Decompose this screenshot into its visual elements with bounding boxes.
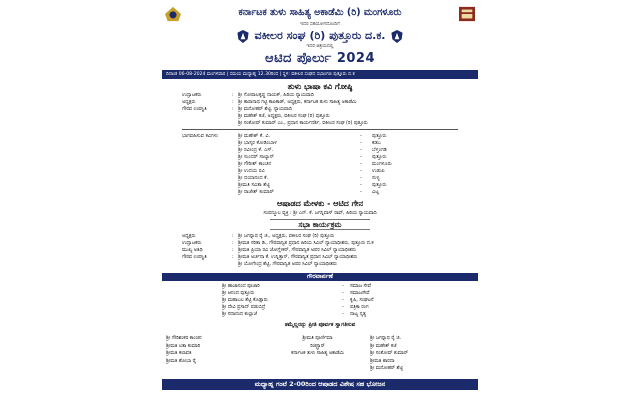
host-name: ಶ್ರೀ ಜಗನ್ನಾಥ ರೈ ಜಿ.	[370, 336, 402, 341]
honour-row: ಶ್ರೀ ದೇವಿ ಪ್ರಸಾದ್ ಪಡುಬಿದ್ರೆ - ಪತ್ರಿಕಾ ರಂಗ	[222, 304, 462, 312]
honoree-name: ಶ್ರೀ ಹಾಜಾನಂದ ಪೂಜಾರಿ	[222, 284, 260, 289]
event-title: ಆಟಿದ ಪೊರ್ಲು 2024	[264, 51, 375, 66]
poet-place: ಮಂಗಳೂರು	[372, 161, 392, 167]
assoc-header	[196, 28, 444, 44]
honoree-field: ಪತ್ರಿಕಾ ರಂಗ	[350, 305, 369, 310]
honoree-field: ನಾಟ್ಯ ನೃತ್ಯ	[350, 312, 367, 317]
poet-name: ಶ್ರೀ ಭಾಸ್ಕರ ಕೋಡಿಂಬಾಳ	[238, 140, 277, 146]
poet-row: ಶ್ರೀ ಭಾಸ್ಕರ ಕೋಡಿಂಬಾಳ - ಕಡಬ	[182, 139, 462, 148]
poet-name: ಶ್ರೀ ಗೌರೀಶ್ ಕಾಂಚನ	[238, 161, 272, 167]
aati-gena-title: ಆಷಾಡದ ಮೇಳಕು - ಆಟಿದ ಗೇನ	[276, 199, 364, 208]
event-poster	[160, 0, 480, 400]
collab-line: ಇದರ ಸಹಯೋಗದೊಂದಿಗೆ	[300, 22, 340, 27]
program-row: ಗೌರವ ಉಪಸ್ಥಿತಿ : ಶ್ರೀಮತಿ ಅರ್ಚನಾ ಕೆ. ಉನ್ನಿತ್ತಾನ್, ಗೌರವಾನ್ವಿತ ಪ್ರಧಾನ ಸಿವಿಲ್ ನ್ಯಾಯಾಧೀಶರು	[182, 254, 470, 261]
welcome-line: ತಮ್ಮೆಲ್ಲರನ್ನು ಪ್ರೀತಿ ಪೂರ್ವಕ ಸ್ವಾಗತಿಸುವ	[284, 322, 356, 328]
poet-name: ಶ್ರೀ ಸುಂದರ್ ಸಾಲ್ಯಾನ್	[238, 154, 275, 160]
program-row: ಅಧ್ಯಕ್ಷರು : ಶ್ರೀ ತಾರಾನಾಥ ಗಟ್ಟಿ ಕಾಪಿಕಾಡ್, ಅಧ್ಯಕ್ಷರು, ಕರ್ನಾಟಕ ತುಳು ಸಾಹಿತ್ಯ ಅಕಾಡೆಮಿ	[182, 99, 470, 106]
poet-row: ಶ್ರೀ ಸುಂದರ್ ಸಾಲ್ಯಾನ್ - ಪುತ್ತೂರು	[182, 153, 462, 162]
hosts-left-column	[166, 335, 266, 365]
poet-place: ಸುಳ್ಯ	[372, 175, 380, 181]
hosts-middle-column	[270, 335, 365, 358]
poet-place: ಕಡಬ	[372, 140, 381, 146]
row-role: ಅಧ್ಯಕ್ಷರು	[182, 100, 196, 105]
poet-row: ಶ್ರೀಮತಿ ಸವಿತಾ ಶೆಟ್ಟಿ - ಪುತ್ತೂರು	[182, 181, 462, 190]
row-role: ಅಧ್ಯಕ್ಷರು	[182, 234, 196, 239]
lunch-footer-bar: ಮಧ್ಯಾಹ್ನ ಗಂಟೆ 2-00ರಿಂದ ಆಷಾಡದ ವಿಶೇಷ ಸಹ ಭೋಜನ	[162, 379, 478, 390]
row-role: ಮುಖ್ಯ ಅತಿಥಿ	[182, 248, 203, 253]
host-name: ಶ್ರೀಮತಿ ಪೂರ್ಣಿಮಾ	[302, 336, 333, 341]
host-name: ಶ್ರೀಮತಿ ಲತಾ ಕುಮಾರಿ	[166, 343, 201, 349]
org-name: ಕರ್ನಾಟಕ ತುಳು ಸಾಹಿತ್ಯ ಅಕಾಡೆಮಿ (ರಿ) ಮಂಗಳೂರು	[238, 7, 402, 18]
row-name: ಶ್ರೀ ಗೋಪಾಲಕೃಷ್ಣ ನಾಯಕ್, ಹಿರಿಯ ನ್ಯಾಯವಾದಿ	[238, 93, 314, 98]
poet-row: ಭಾಗವಹಿಸುವ ಕವಿಗಳು ಶ್ರೀ ಮಹೇಶ್ ಕೆ. ವಿ. - ಪುತ್ತೂರು	[182, 132, 462, 141]
poet-row: ಶ್ರೀ ಉದಯ ರವಿ - ಉಡುಪಿ	[182, 167, 462, 176]
honour-row: ಶ್ರೀ ಮಹಾಬಲ ಶೆಟ್ಟಿ ಕೊಡ್ಲಾರು - ಕೃಷಿ, ಸಂಘಟನೆ	[222, 297, 462, 305]
program-row	[182, 113, 470, 120]
academy-logo-icon	[164, 6, 182, 22]
honoree-field: ಕೃಷಿ, ಸಂಘಟನೆ	[350, 298, 374, 303]
poet-name: ಶ್ರೀಮತಿ ಸವಿತಾ ಶೆಟ್ಟಿ	[238, 182, 270, 188]
program-row	[182, 120, 470, 127]
row-name: ಶ್ರೀ ಮಹೇಶ್ ಕಜೆ, ಅಧ್ಯಕ್ಷರು, ವಕೀಲರ ಸಂಘ (ರಿ) ಪುತ್ತೂರು	[238, 114, 330, 119]
sabha-karyakrama-title: ಸಭಾ ಕಾರ್ಯಕ್ರಮ	[270, 219, 370, 230]
host-name: ಶ್ರೀ ಮಹೇಶ್ ಕಜೆ	[370, 343, 397, 349]
poet-place: ಬೆಳ್ತಂಗಡಿ	[372, 147, 387, 153]
poet-row: ಶ್ರೀ ದಯಾನಂದ ಕೆ. - ಸುಳ್ಯ	[182, 174, 462, 183]
book-logo-icon	[458, 6, 476, 22]
section-divider	[182, 129, 458, 130]
program-row: ಮುಖ್ಯ ಅತಿಥಿ : ಶ್ರೀಮತಿ ಪ್ರಿಯಾ ರವಿ ಜೋಗ್ಲೇಕರ್, ಗೌರವಾನ್ವಿತ ಅಪರ ಸಿವಿಲ್ ನ್ಯಾಯಾಧೀಶರು	[182, 247, 470, 254]
row-name: ಶ್ರೀ ಯೋಗೇಂದ್ರ ಶೆಟ್ಟಿ, ಗೌರವಾನ್ವಿತ ಅಪರ ಸಿವಿಲ್ ನ್ಯಾಯಾಧೀಶರು	[238, 262, 337, 267]
honour-row: ಶ್ರೀ ಸದಾನಂದ ಕುಲ್ಲಾಜೆ - ನಾಟ್ಯ ನೃತ್ಯ	[222, 311, 462, 319]
row-role: ಗೌರವ ಉಪಸ್ಥಿತಿ	[182, 107, 207, 112]
poet-row: ಶ್ರೀ ರಾಜೇಶ್ ಕುಮಾರ್ - ವಿಟ್ಲ	[182, 188, 462, 197]
resource-person-line: ಸಂಪನ್ಮೂಲ ವ್ಯಕ್ತಿ : ಶ್ರೀ ಎನ್. ಕೆ. ಜಗನ್ನಿವಾಸ್ ರಾವ್, ಹಿರಿಯ ನ್ಯಾಯವಾದಿ	[263, 211, 377, 216]
row-role: ಉದ್ಘಾಟಕರು	[182, 93, 202, 98]
host-name: ಶ್ರೀಮತಿ ಶೋಭಾ ರೈ	[166, 358, 197, 364]
honoree-name: ಶ್ರೀ ಸದಾನಂದ ಕುಲ್ಲಾಜೆ	[222, 312, 257, 317]
host-name: ಶ್ರೀಮತಿ ಶಾರದಾ	[370, 358, 395, 364]
bar-association-emblem-icon	[391, 30, 403, 43]
program-row: ಉದ್ಘಾಟಕರು : ಶ್ರೀ ಗೋಪಾಲಕೃಷ್ಣ ನಾಯಕ್, ಹಿರಿಯ ನ್ಯಾಯವಾದಿ	[182, 92, 470, 99]
poet-name: ಶ್ರೀ ಮಹೇಶ್ ಕೆ. ವಿ.	[238, 133, 271, 139]
program-row: ಅಧ್ಯಕ್ಷರು : ಶ್ರೀ ಜಗನ್ನಾಥ ರೈ ಜಿ., ಅಧ್ಯಕ್ಷರು, ವಕೀಲರ ಸಂಘ (ರಿ) ಪುತ್ತೂರು	[182, 233, 470, 240]
venue-note: ಇದರ ಆಶ್ರಯದಲ್ಲಿ	[306, 44, 334, 49]
assoc-name: ವಕೀಲರ ಸಂಘ (ರಿ) ಪುತ್ತೂರು ದ.ಕ.	[254, 29, 386, 42]
poet-place: ಪುತ್ತೂರು	[372, 182, 387, 188]
honoree-name: ಶ್ರೀ ಆನಂದ ಪುತ್ತೂರು	[222, 291, 255, 296]
poet-place: ಪುತ್ತೂರು	[372, 133, 387, 139]
row-name: ಶ್ರೀಮತಿ ಅರ್ಚನಾ ಕೆ. ಉನ್ನಿತ್ತಾನ್, ಗೌರವಾನ್ವಿತ ಪ್ರಧಾನ ಸಿವಿಲ್ ನ್ಯಾಯಾಧೀಶರು	[238, 255, 358, 260]
host-org: ಕರ್ನಾಟಕ ತುಳು ಸಾಹಿತ್ಯ ಅಕಾಡೆಮಿ	[291, 351, 344, 356]
poet-row: ಶ್ರೀ ರವೀಂದ್ರ ಕೆ. ಎಸ್. - ಬೆಳ್ತಂಗಡಿ	[182, 146, 462, 155]
poet-name: ಶ್ರೀ ರವೀಂದ್ರ ಕೆ. ಎಸ್.	[238, 147, 274, 153]
honoree-name: ಶ್ರೀ ದೇವಿ ಪ್ರಸಾದ್ ಪಡುಬಿದ್ರೆ	[222, 305, 266, 310]
poet-name: ಶ್ರೀ ಉದಯ ರವಿ	[238, 168, 265, 174]
event-info-bar: ದಿನಾಂಕ 06-08-2024 ಮಂಗಳವಾರ | ಸಮಯ ಮಧ್ಯಾಹ್ನ 12.30ರಿಂದ | ಸ್ಥಳ: ವಕೀಲರ ಸಂಘದ ಸಭಾಂಗಣ ಪುತ್ತೂರು ದ.ಕ	[162, 70, 478, 79]
honour-row: ಶ್ರೀ ಆನಂದ ಪುತ್ತೂರು - ಸಮಾಜಸೇವೆ	[222, 290, 462, 298]
host-name: ಶ್ರೀ ಸಂತೋಷ್ ಕುಮಾರ್	[370, 351, 408, 356]
row-name: ಶ್ರೀಮತಿ ಪ್ರಿಯಾ ರವಿ ಜೋಗ್ಲೇಕರ್, ಗೌರವಾನ್ವಿತ ಅಪರ ಸಿವಿಲ್ ನ್ಯಾಯಾಧೀಶರು	[238, 248, 356, 253]
bar-association-emblem-icon	[237, 30, 249, 43]
poet-role: ಭಾಗವಹಿಸುವ ಕವಿಗಳು	[182, 133, 219, 139]
host-title: ರಿಜಿಸ್ಟ್ರಾರ್	[310, 343, 325, 349]
honoree-name: ಶ್ರೀ ಮಹಾಬಲ ಶೆಟ್ಟಿ ಕೊಡ್ಲಾರು	[222, 298, 268, 303]
poet-place: ಉಡುಪಿ	[372, 168, 385, 174]
row-name: ಶ್ರೀ ಸಂತೋಷ್ ಕುಮಾರ್ ಎಂ., ಪ್ರಧಾನ ಕಾರ್ಯದರ್ಶಿ, ವಕೀಲರ ಸಂಘ (ರಿ) ಪುತ್ತೂರು	[238, 121, 368, 126]
poet-place: ಪುತ್ತೂರು	[372, 154, 387, 160]
poet-name: ಶ್ರೀ ರಾಜೇಶ್ ಕುಮಾರ್	[238, 189, 274, 195]
honoree-field: ಸಮಾಜ ಸೇವೆ	[350, 284, 371, 289]
row-name: ಶ್ರೀಮತಿ ಸರಿತಾ ಡಿ., ಗೌರವಾನ್ವಿತ ಪ್ರಧಾನ ಹಿರಿಯ ಸಿವಿಲ್ ನ್ಯಾಯಾಧೀಶರು, ಪುತ್ತೂರು ದ.ಕ	[238, 241, 374, 246]
poet-place: ವಿಟ್ಲ	[372, 189, 380, 195]
row-role: ಉದ್ಘಾಟಕರು	[182, 241, 202, 246]
hosts-right-column	[370, 335, 476, 373]
row-role: ಗೌರವ ಉಪಸ್ಥಿತಿ	[182, 255, 207, 260]
host-name: ಶ್ರೀ ಮನೋಹರ್ ಶೆಟ್ಟಿ	[370, 366, 403, 371]
honoree-field: ಸಮಾಜಸೇವೆ	[350, 291, 370, 296]
host-name: ಶ್ರೀಮತಿ ಕಲಾವತಿ	[166, 351, 192, 356]
poet-name: ಶ್ರೀ ದಯಾನಂದ ಕೆ.	[238, 175, 269, 181]
row-name: ಶ್ರೀ ತಾರಾನಾಥ ಗಟ್ಟಿ ಕಾಪಿಕಾಡ್, ಅಧ್ಯಕ್ಷರು, ಕರ್ನಾಟಕ ತುಳು ಸಾಹಿತ್ಯ ಅಕಾಡೆಮಿ	[238, 100, 357, 105]
kavi-goshti-title: ತುಳು ಭಾಷಾ ಕವಿ ಗೋಷ್ಠಿ	[287, 82, 353, 91]
row-name: ಶ್ರೀ ಜಗನ್ನಾಥ ರೈ ಜಿ., ಅಧ್ಯಕ್ಷರು, ವಕೀಲರ ಸಂಘ (ರಿ) ಪುತ್ತೂರು	[238, 234, 335, 239]
program-row	[182, 261, 470, 268]
poet-row: ಶ್ರೀ ಗೌರೀಶ್ ಕಾಂಚನ - ಮಂಗಳೂರು	[182, 160, 462, 169]
host-name: ಶ್ರೀ ಗೌರಿಶಂಕರ ಕಾಂಚನ	[166, 336, 202, 341]
honours-title-bar: ಗೌರವಾರ್ಪಣೆ	[162, 273, 478, 281]
program-row: ಉದ್ಘಾಟಕರು : ಶ್ರೀಮತಿ ಸರಿತಾ ಡಿ., ಗೌರವಾನ್ವಿತ ಪ್ರಧಾನ ಹಿರಿಯ ಸಿವಿಲ್ ನ್ಯಾಯಾಧೀಶರು, ಪುತ್ತೂರು ದ.ಕ	[182, 240, 470, 247]
program-row: ಗೌರವ ಉಪಸ್ಥಿತಿ : ಶ್ರೀ ಮನೋಹರ್ ಶೆಟ್ಟಿ, ನ್ಯಾಯವಾದಿ	[182, 106, 470, 113]
honour-row: ಶ್ರೀ ಹಾಜಾನಂದ ಪೂಜಾರಿ - ಸಮಾಜ ಸೇವೆ	[222, 283, 462, 291]
row-name: ಶ್ರೀ ಮನೋಹರ್ ಶೆಟ್ಟಿ, ನ್ಯಾಯವಾದಿ	[238, 107, 292, 112]
